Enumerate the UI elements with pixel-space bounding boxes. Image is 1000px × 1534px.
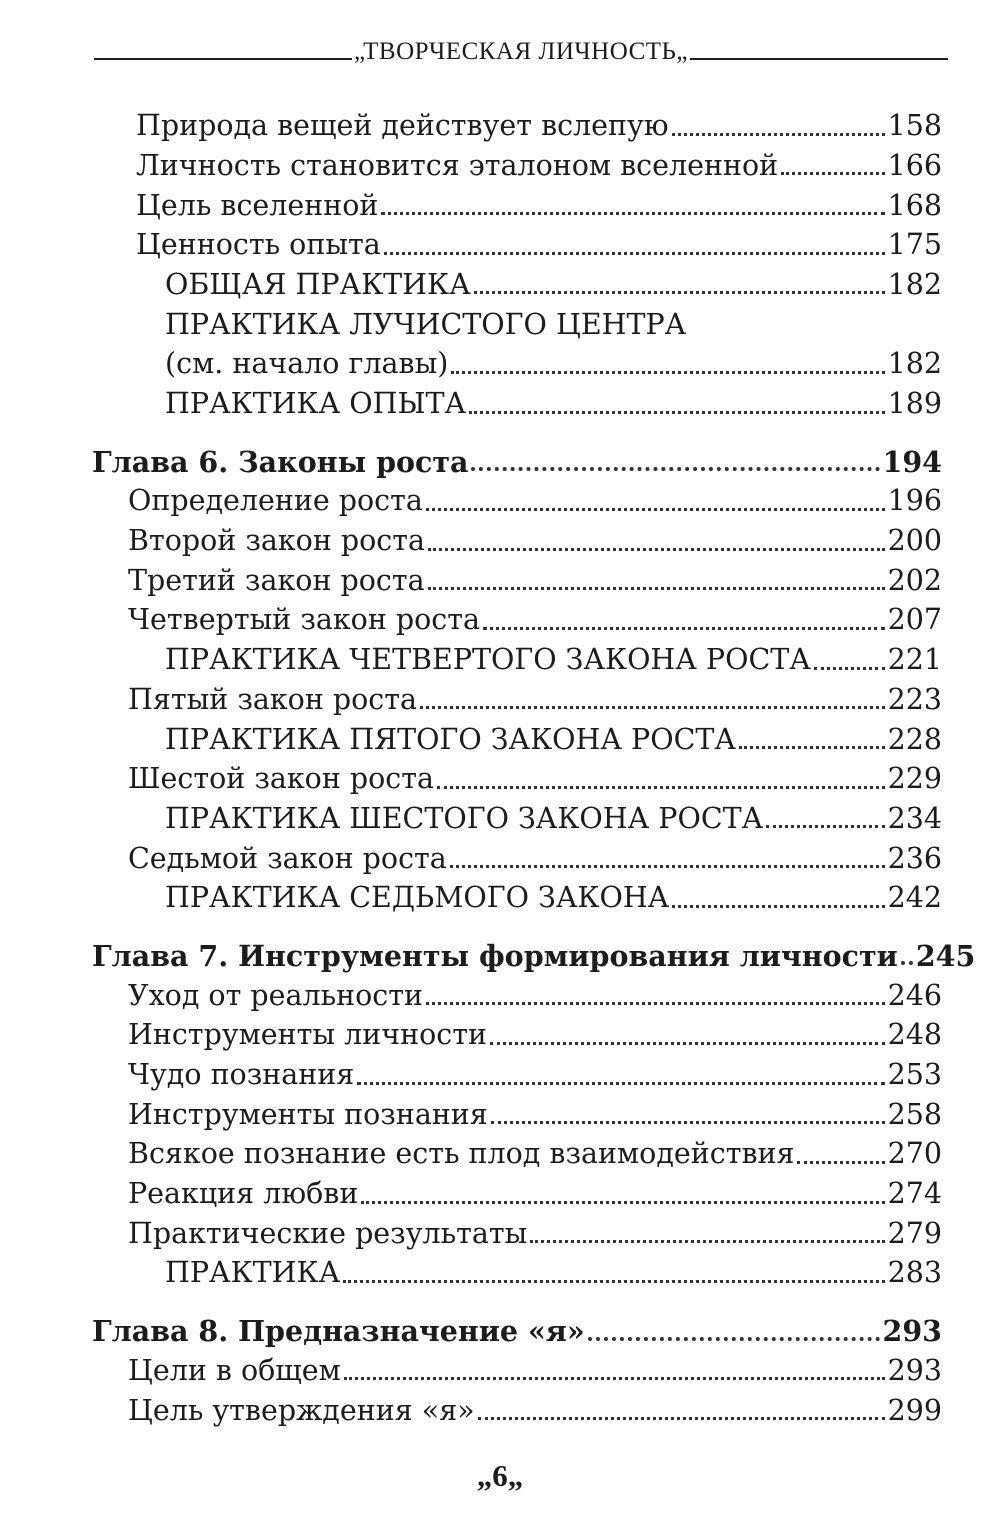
toc-entry-label: Глава 6. Законы роста — [92, 444, 469, 479]
toc-entry-label: Определение роста — [128, 484, 423, 518]
toc-entry — [0, 304, 1000, 344]
toc-chapter-entry — [0, 1311, 1000, 1351]
dot-leader — [797, 1161, 884, 1164]
toc-entry-page: 175 — [887, 228, 942, 262]
toc-entry — [0, 1055, 1000, 1095]
toc-entry — [0, 640, 1000, 680]
toc-chapter-entry — [0, 442, 1000, 482]
dot-leader — [344, 1377, 885, 1380]
dot-leader — [483, 627, 885, 630]
toc-entry-label: ПРАКТИКА ЧЕТВЕРТОГО ЗАКОНА РОСТА — [165, 643, 811, 677]
dot-leader — [361, 1201, 884, 1204]
toc-entry — [0, 1390, 1000, 1430]
toc-entry — [0, 225, 1000, 265]
toc-entry-page: 248 — [887, 1018, 942, 1052]
toc-entry — [0, 481, 1000, 521]
toc-entry — [0, 759, 1000, 799]
toc-entry-page: 182 — [887, 347, 942, 381]
dot-leader — [357, 1082, 884, 1085]
toc-entry — [0, 600, 1000, 640]
dot-leader — [343, 1280, 884, 1283]
toc-entry-page: 293 — [882, 1314, 942, 1349]
dot-leader — [672, 905, 884, 908]
toc-entry — [0, 1095, 1000, 1135]
toc-entry-page: 228 — [887, 722, 942, 756]
toc-entry — [0, 1351, 1000, 1391]
toc-entry-page: 258 — [887, 1097, 942, 1131]
toc-entry-page: 189 — [887, 387, 942, 420]
toc-entry-page: 253 — [887, 1058, 942, 1091]
toc-entry-label: Третий закон роста — [128, 563, 425, 597]
dot-leader — [451, 371, 884, 374]
dot-leader — [469, 411, 885, 414]
toc-entry-page: 242 — [887, 881, 942, 915]
toc-entry-page: 245 — [915, 938, 976, 973]
toc-entry-page: 274 — [887, 1177, 942, 1211]
toc-entry-label: ПРАКТИКА ЛУЧИСТОГО ЦЕНТРА — [165, 307, 687, 341]
toc-entry-label: Седьмой закон роста — [128, 841, 447, 875]
toc-entry-label: ПРАКТИКА ШЕСТОГО ЗАКОНА РОСТА — [165, 801, 764, 835]
dot-leader — [478, 1417, 885, 1420]
running-header — [94, 34, 948, 64]
toc-entry — [0, 1253, 1000, 1293]
toc-entry-label: ПРАКТИКА — [165, 1256, 341, 1290]
toc-entry-page: 270 — [887, 1137, 942, 1171]
toc-chapter-entry — [0, 936, 1000, 976]
dot-leader — [450, 865, 885, 868]
toc-entry-label: Ценность опыта — [136, 228, 381, 262]
toc-entry-label: ПРАКТИКА СЕДЬМОГО ЗАКОНА — [165, 881, 670, 915]
toc-entry — [0, 344, 1000, 384]
toc-entry — [0, 1134, 1000, 1174]
toc-entry-page: 158 — [887, 109, 942, 143]
header-rule-left — [94, 58, 352, 60]
toc-entry-page: 182 — [887, 267, 942, 301]
toc-entry-label: Чудо познания — [128, 1058, 355, 1091]
toc-entry-label: Четвертый закон роста — [128, 603, 481, 637]
toc-entry-label: Всякое познание есть плод взаимодействия — [128, 1137, 795, 1171]
toc-entry-label: Практические результаты — [128, 1216, 528, 1250]
toc-entry-page: 166 — [887, 148, 942, 182]
dot-leader — [901, 961, 913, 965]
toc-entry-label: Природа вещей действует вслепую — [136, 109, 669, 143]
toc-entry-page: 223 — [887, 682, 942, 716]
running-header-title: „ТВОРЧЕСКАЯ ЛИЧНОСТЬ„ — [354, 38, 688, 65]
toc-entry — [0, 878, 1000, 918]
toc-entry-page: 221 — [887, 643, 942, 677]
toc-entry — [0, 185, 1000, 225]
toc-entry-page: 207 — [887, 603, 942, 637]
toc-entry-page: 200 — [887, 524, 942, 558]
toc-entry — [0, 384, 1000, 424]
toc-entry-label: Личность становится эталоном вселенной — [136, 148, 779, 182]
toc-entry — [0, 1015, 1000, 1055]
dot-leader — [588, 1337, 880, 1341]
toc-entry-page: 293 — [887, 1353, 942, 1387]
dot-leader — [490, 1042, 885, 1045]
toc-entry-label: Цель утверждения «я» — [128, 1393, 475, 1427]
toc-entry — [0, 1214, 1000, 1254]
toc-entry — [0, 1174, 1000, 1214]
toc-entry-label: Глава 8. Предназначение «я» — [92, 1314, 585, 1349]
dot-leader — [672, 133, 885, 136]
dot-leader — [491, 1121, 885, 1124]
toc-entry-page: 196 — [887, 484, 942, 518]
toc-entry-page: 229 — [887, 762, 942, 796]
toc-entry — [0, 975, 1000, 1015]
toc-entry-label: Шестой закон роста — [128, 762, 435, 796]
page-number: „6„ — [476, 1458, 524, 1493]
toc-entry-label: Второй закон роста — [128, 524, 426, 558]
toc-entry-page: 202 — [887, 563, 942, 597]
toc-entry-label: Глава 7. Инструменты формирования личности — [92, 938, 898, 973]
dot-leader — [474, 291, 885, 294]
dot-leader — [420, 706, 885, 709]
toc-entry-page: 299 — [887, 1393, 942, 1427]
toc-entry — [0, 680, 1000, 720]
toc-entry — [0, 561, 1000, 601]
toc-entry-label: Инструменты познания — [128, 1097, 488, 1131]
toc-entry-label: Пятый закон роста — [128, 682, 418, 716]
toc-entry-label: (см. начало главы) — [165, 347, 449, 381]
toc-entry-label: ПРАКТИКА ОПЫТА — [165, 387, 467, 420]
toc-entry — [0, 799, 1000, 839]
toc-entry-label: Уход от реальности — [128, 978, 424, 1012]
header-rule-right — [690, 58, 948, 60]
dot-leader — [428, 548, 885, 551]
toc-entry — [0, 146, 1000, 186]
dot-leader — [426, 508, 885, 511]
dot-leader — [766, 825, 884, 828]
dot-leader — [471, 467, 879, 471]
toc-entry-label: Цель вселенной — [136, 188, 379, 222]
dot-leader — [814, 667, 885, 670]
toc-entry — [0, 719, 1000, 759]
dot-leader — [428, 587, 885, 590]
table-of-contents — [0, 106, 1000, 1430]
toc-entry-page: 283 — [887, 1256, 942, 1290]
dot-leader — [781, 172, 884, 175]
toc-entry — [0, 838, 1000, 878]
dot-leader — [530, 1240, 884, 1243]
toc-entry — [0, 521, 1000, 561]
toc-entry-label: ПРАКТИКА ПЯТОГО ЗАКОНА РОСТА — [165, 722, 736, 756]
toc-entry-page: 234 — [887, 801, 942, 835]
toc-entry — [0, 265, 1000, 305]
dot-leader — [437, 786, 885, 789]
toc-entry-label: Реакция любви — [128, 1177, 359, 1211]
dot-leader — [381, 212, 884, 215]
dot-leader — [384, 252, 885, 255]
toc-entry-page: 168 — [887, 188, 942, 222]
toc-entry-label: Цели в общем — [128, 1353, 341, 1387]
toc-entry-label: Инструменты личности — [128, 1018, 487, 1052]
toc-entry-page: 246 — [887, 978, 942, 1012]
toc-entry — [0, 106, 1000, 146]
toc-entry-page: 236 — [887, 841, 942, 875]
toc-entry-page: 194 — [882, 444, 942, 479]
dot-leader — [739, 746, 885, 749]
dot-leader — [426, 1002, 885, 1005]
toc-entry-page: 279 — [887, 1216, 942, 1250]
toc-entry-label: ОБЩАЯ ПРАКТИКА — [165, 267, 471, 301]
